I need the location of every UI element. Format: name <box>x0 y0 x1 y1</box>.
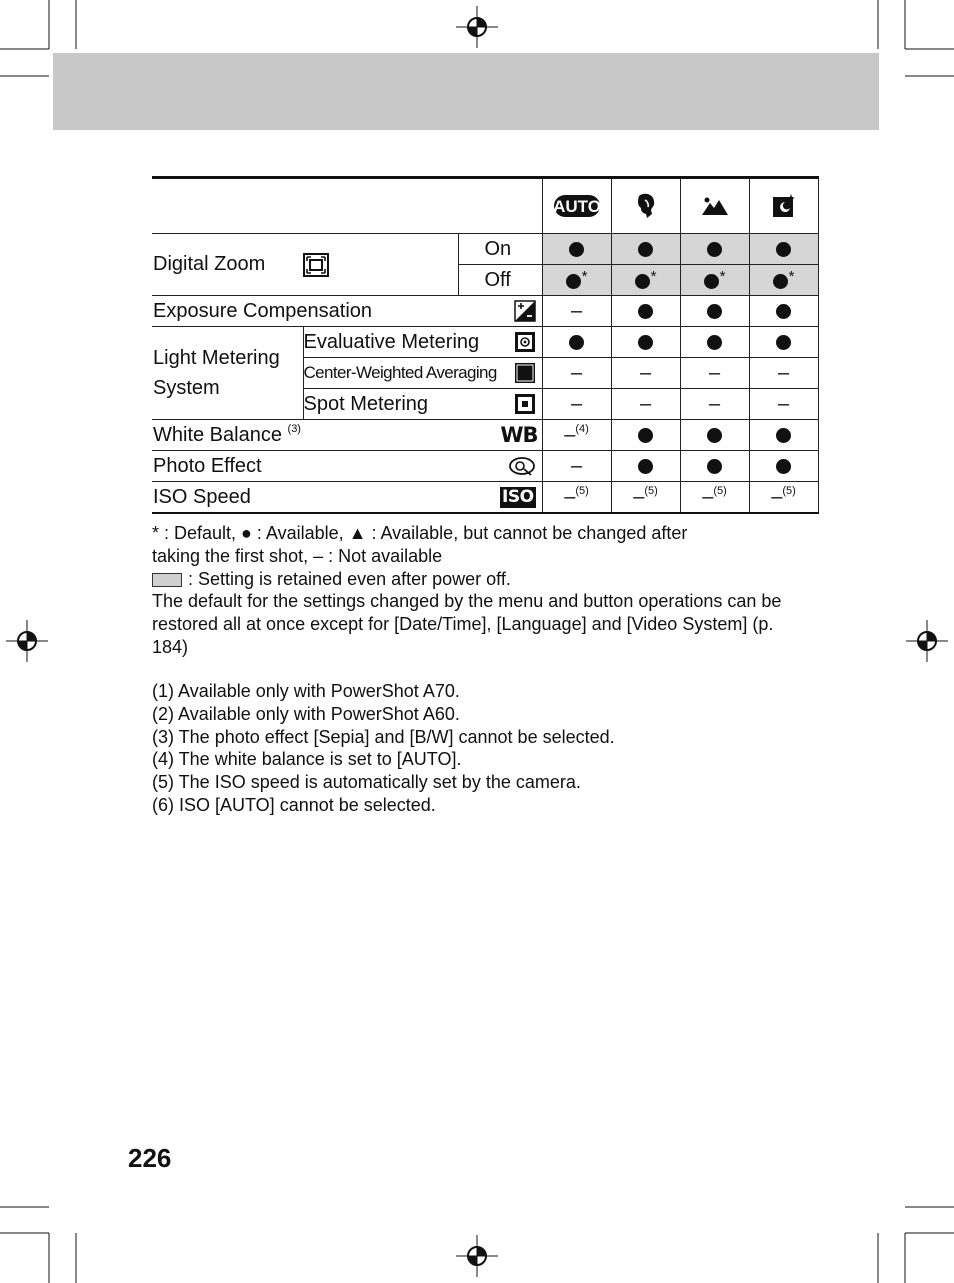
footnote-6: (6) ISO [AUTO] cannot be selected. <box>152 794 436 815</box>
spot-metering-icon <box>514 393 536 415</box>
row-evaluative-metering <box>152 327 818 358</box>
light-metering-label-line1: Light Metering <box>153 347 280 369</box>
cell-exposure-auto: – <box>542 296 611 327</box>
white-balance-note-ref: (3) <box>287 423 301 435</box>
registration-mark-bottom <box>456 1235 498 1277</box>
night-scene-mode-icon <box>771 193 797 219</box>
registration-mark-right <box>906 620 948 662</box>
cell-center-weighted-portrait: – <box>611 358 680 389</box>
cell-evaluative-auto <box>542 327 611 358</box>
cell-iso-portrait: –$^{(5)}$ <box>611 482 680 514</box>
iso-speed-label: ISO Speed <box>153 485 251 508</box>
footnote-1: (1) Available only with PowerShot A70. <box>152 681 460 701</box>
mode-header-landscape <box>680 178 749 234</box>
white-balance-label-cell <box>152 420 542 451</box>
cell-iso-auto: –$^{(5)}$ <box>542 482 611 514</box>
footnote-4: (4) The white balance is set to [AUTO]. <box>152 749 462 770</box>
exposure-compensation-label: Exposure Compensation <box>153 299 373 322</box>
cell-spot-portrait: – <box>611 389 680 420</box>
portrait-mode-icon <box>633 192 659 220</box>
registration-mark-left <box>6 620 48 662</box>
cell-white-balance-portrait <box>611 420 680 451</box>
center-weighted-label-cell <box>303 358 542 389</box>
cell-exposure-landscape <box>680 296 749 327</box>
auto-mode-label: AUTO <box>552 197 601 216</box>
legend <box>152 522 812 659</box>
row-photo-effect <box>152 451 818 482</box>
cell-digital-zoom-off-landscape: * <box>680 265 749 296</box>
cell-white-balance-auto: –$^{(4)}$ <box>542 420 611 451</box>
footnote-2: (2) Available only with PowerShot A60. <box>152 703 460 724</box>
digital-zoom-label: Digital Zoom <box>153 253 266 275</box>
cell-center-weighted-auto: – <box>542 358 611 389</box>
cell-digital-zoom-on-landscape <box>680 234 749 265</box>
legend-paragraph: The default for the settings changed by the menu and button operations can be restored all at once except for [Date/Time], [Language] and [Video System] (p. 184) <box>152 591 782 657</box>
legend-line-1: * : Default, ● : Available, ▲ : Available, but cannot be changed after <box>152 523 688 543</box>
cell-iso-night: –$^{(5)}$ <box>749 482 818 514</box>
mode-header-portrait <box>611 178 680 234</box>
digital-zoom-icon <box>303 253 329 277</box>
header-band <box>53 53 879 130</box>
legend-line-2: taking the first shot, – : Not available <box>152 545 443 566</box>
exposure-compensation-label-cell <box>152 296 542 327</box>
cell-center-weighted-landscape: – <box>680 358 749 389</box>
spot-metering-label: Spot Metering <box>303 392 429 415</box>
white-balance-icon: WB <box>500 423 538 447</box>
cell-digital-zoom-off-auto: * <box>542 265 611 296</box>
retained-swatch <box>152 573 182 587</box>
cell-white-balance-night <box>749 420 818 451</box>
digital-zoom-off-label: Off <box>458 265 542 296</box>
cell-evaluative-portrait <box>611 327 680 358</box>
cell-white-balance-landscape <box>680 420 749 451</box>
row-iso-speed <box>152 482 818 514</box>
legend-swatch-text: : Setting is retained even after power off. <box>188 568 511 589</box>
digital-zoom-on-label: On <box>458 234 542 265</box>
settings-table <box>152 176 819 514</box>
cell-photo-effect-portrait <box>611 451 680 482</box>
digital-zoom-label-cell <box>152 234 458 296</box>
cell-spot-night: – <box>749 389 818 420</box>
header-blank-cell <box>152 178 542 234</box>
exposure-compensation-icon <box>514 300 536 322</box>
white-balance-label: White Balance <box>153 424 282 446</box>
footnote-3: (3) The photo effect [Sepia] and [B/W] cannot be selected. <box>152 726 615 747</box>
cell-digital-zoom-on-auto <box>542 234 611 265</box>
evaluative-metering-label: Evaluative Metering <box>303 330 480 353</box>
cell-digital-zoom-on-night <box>749 234 818 265</box>
auto-mode-icon <box>553 194 601 218</box>
cell-center-weighted-night: – <box>749 358 818 389</box>
center-weighted-icon <box>514 362 536 384</box>
cell-spot-landscape: – <box>680 389 749 420</box>
cell-evaluative-night <box>749 327 818 358</box>
legend-swatch-line <box>152 568 812 591</box>
cell-digital-zoom-off-portrait: * <box>611 265 680 296</box>
iso-speed-icon: ISO <box>502 486 534 507</box>
mode-header-auto <box>542 178 611 234</box>
iso-speed-label-cell <box>152 482 542 514</box>
cell-digital-zoom-off-night: * <box>749 265 818 296</box>
cell-exposure-portrait <box>611 296 680 327</box>
light-metering-label-line2: System <box>153 377 220 399</box>
photo-effect-label: Photo Effect <box>153 454 262 477</box>
cell-photo-effect-night <box>749 451 818 482</box>
cell-digital-zoom-on-portrait <box>611 234 680 265</box>
mode-header-night <box>749 178 818 234</box>
footnotes <box>152 680 615 817</box>
light-metering-label-cell <box>152 327 303 420</box>
cell-photo-effect-auto: – <box>542 451 611 482</box>
cell-spot-auto: – <box>542 389 611 420</box>
registration-mark-top <box>456 6 498 48</box>
row-exposure-compensation <box>152 296 818 327</box>
photo-effect-icon <box>508 455 536 477</box>
cell-photo-effect-landscape <box>680 451 749 482</box>
cell-exposure-night <box>749 296 818 327</box>
evaluative-metering-label-cell <box>303 327 542 358</box>
table-header-row <box>152 178 818 234</box>
page-number: 226 <box>128 1143 172 1173</box>
row-white-balance <box>152 420 818 451</box>
landscape-mode-icon <box>701 195 729 217</box>
spot-metering-label-cell <box>303 389 542 420</box>
evaluative-metering-icon <box>514 331 536 353</box>
row-digital-zoom-on <box>152 234 818 265</box>
footnote-5: (5) The ISO speed is automatically set by the camera. <box>152 772 581 793</box>
cell-iso-landscape: –$^{(5)}$ <box>680 482 749 514</box>
center-weighted-label: Center-Weighted Averaging <box>303 363 497 382</box>
cell-evaluative-landscape <box>680 327 749 358</box>
photo-effect-label-cell <box>152 451 542 482</box>
